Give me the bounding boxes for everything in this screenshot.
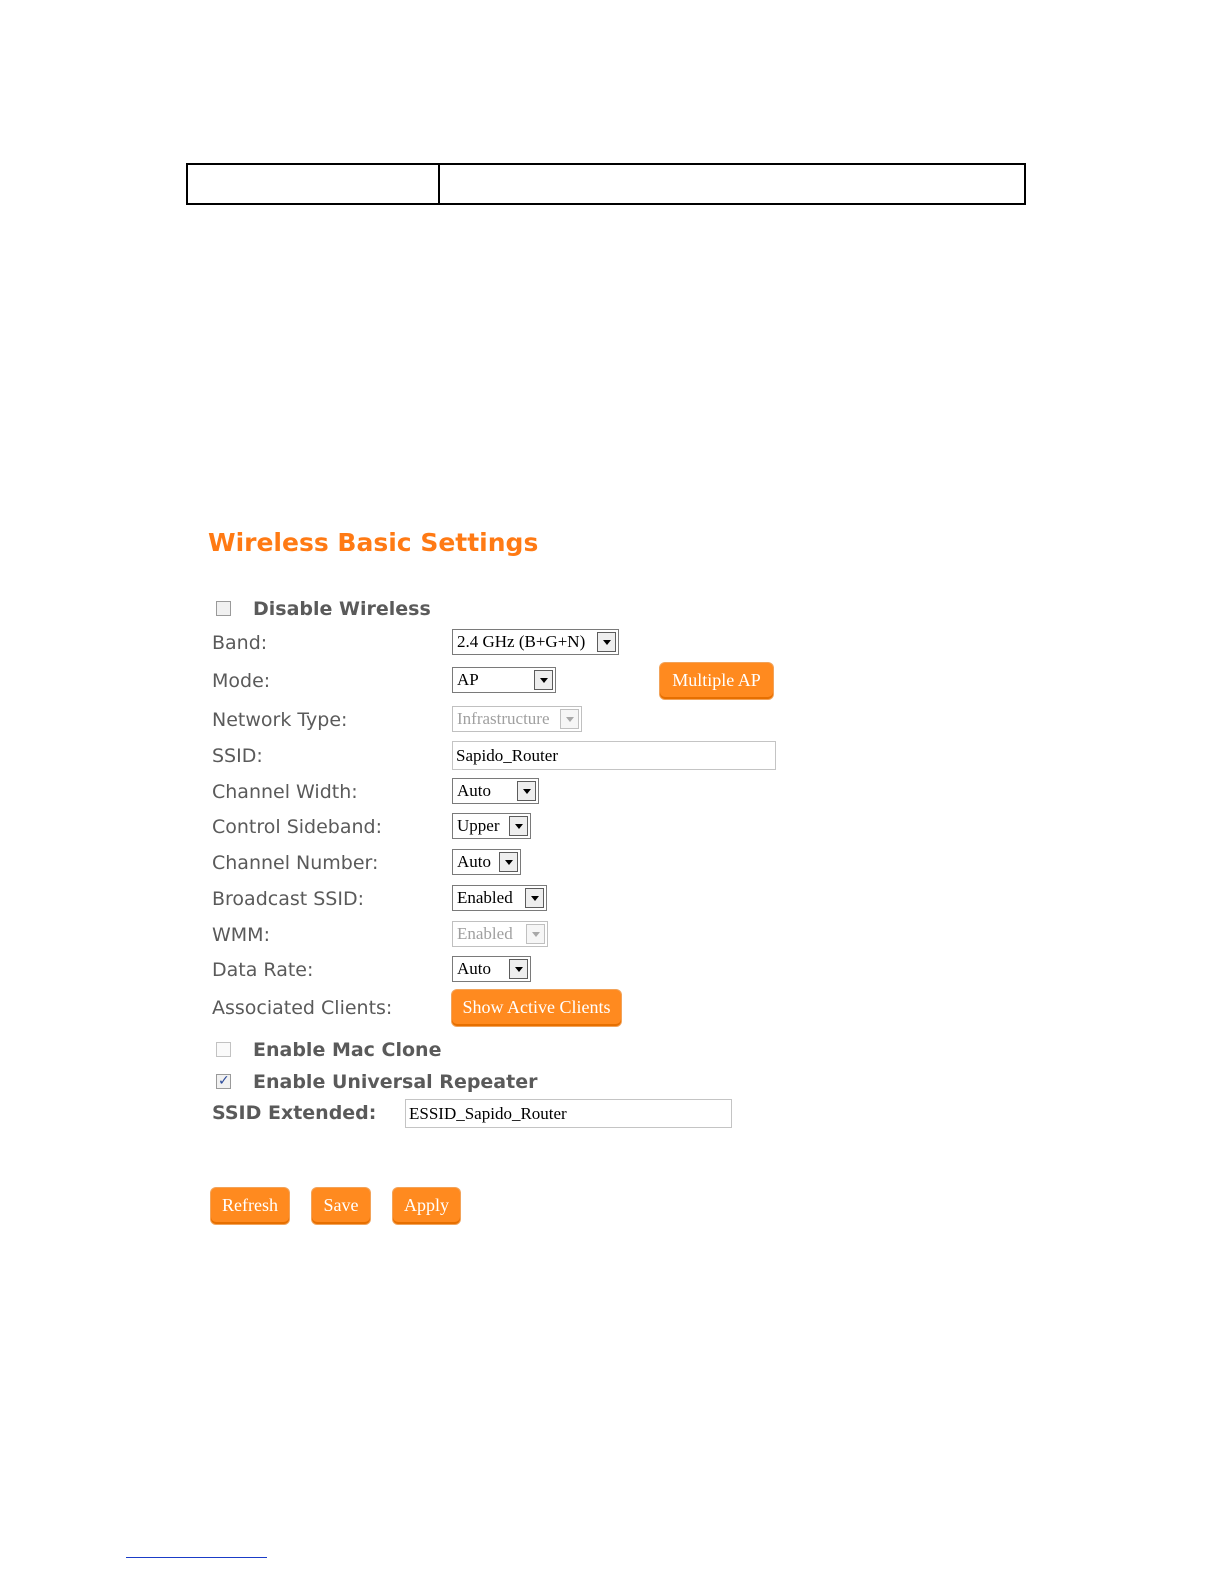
mode-row bbox=[212, 666, 479, 696]
disable-wireless-checkbox[interactable] bbox=[216, 601, 231, 616]
channel-number-value: Auto bbox=[457, 852, 491, 871]
broadcast-ssid-select[interactable] bbox=[452, 885, 547, 911]
band-select[interactable] bbox=[452, 629, 619, 655]
control-sideband-value: Upper bbox=[457, 816, 500, 835]
multiple-ap-button[interactable]: Multiple AP bbox=[660, 663, 773, 699]
channel-width-row bbox=[212, 777, 491, 807]
document-table bbox=[186, 163, 1026, 205]
table-cell bbox=[187, 164, 439, 204]
ssid-input[interactable]: Sapido_Router bbox=[452, 741, 776, 770]
disable-wireless-label: Disable Wireless bbox=[253, 598, 431, 620]
data-rate-select[interactable] bbox=[452, 956, 531, 982]
broadcast-ssid-value: Enabled bbox=[457, 888, 513, 907]
data-rate-label: Data Rate: bbox=[212, 959, 314, 981]
chevron-down-icon[interactable] bbox=[499, 852, 518, 872]
network-type-value: Infrastructure bbox=[457, 709, 550, 728]
band-value: 2.4 GHz (B+G+N) bbox=[457, 632, 586, 651]
show-active-clients-button[interactable]: Show Active Clients bbox=[452, 990, 621, 1026]
chevron-down-icon[interactable] bbox=[509, 959, 528, 979]
checkmark-icon: ✓ bbox=[218, 1073, 230, 1089]
apply-button[interactable]: Apply bbox=[393, 1188, 460, 1224]
wmm-label: WMM: bbox=[212, 924, 270, 946]
universal-repeater-label: Enable Universal Repeater bbox=[253, 1071, 538, 1093]
table-cell bbox=[439, 164, 1025, 204]
universal-repeater-checkbox[interactable] bbox=[216, 1074, 231, 1089]
ssid-extended-input[interactable]: ESSID_Sapido_Router bbox=[405, 1099, 732, 1128]
channel-number-row bbox=[212, 848, 491, 878]
control-sideband-label: Control Sideband: bbox=[212, 816, 383, 838]
chevron-down-icon[interactable] bbox=[517, 781, 536, 801]
band-row bbox=[212, 628, 586, 658]
chevron-down-icon[interactable] bbox=[534, 670, 553, 690]
broadcast-ssid-label: Broadcast SSID: bbox=[212, 888, 364, 910]
data-rate-value: Auto bbox=[457, 959, 491, 978]
chevron-down-icon[interactable] bbox=[509, 816, 528, 836]
mode-value: AP bbox=[457, 670, 479, 689]
broadcast-ssid-row bbox=[212, 884, 513, 914]
chevron-down-icon bbox=[560, 709, 579, 729]
wmm-row bbox=[212, 920, 513, 950]
wmm-value: Enabled bbox=[457, 924, 513, 943]
channel-width-select[interactable] bbox=[452, 778, 539, 804]
network-type-row bbox=[212, 705, 550, 735]
ssid-label: SSID: bbox=[212, 745, 263, 767]
mode-select[interactable] bbox=[452, 667, 556, 693]
chevron-down-icon[interactable] bbox=[597, 632, 616, 652]
wmm-select bbox=[452, 921, 548, 947]
associated-clients-label: Associated Clients: bbox=[212, 997, 393, 1019]
page-title: Wireless Basic Settings bbox=[208, 528, 539, 557]
control-sideband-row bbox=[212, 812, 500, 842]
mac-clone-checkbox[interactable] bbox=[216, 1042, 231, 1057]
channel-width-value: Auto bbox=[457, 781, 491, 800]
mac-clone-label: Enable Mac Clone bbox=[253, 1039, 442, 1061]
ssid-extended-label: SSID Extended: bbox=[212, 1102, 377, 1124]
channel-width-label: Channel Width: bbox=[212, 781, 358, 803]
refresh-button[interactable]: Refresh bbox=[211, 1188, 289, 1224]
chevron-down-icon[interactable] bbox=[525, 888, 544, 908]
chevron-down-icon bbox=[526, 924, 545, 944]
data-rate-row bbox=[212, 955, 491, 985]
footnote-separator bbox=[126, 1557, 267, 1558]
save-button[interactable]: Save bbox=[312, 1188, 370, 1224]
channel-number-label: Channel Number: bbox=[212, 852, 379, 874]
band-label: Band: bbox=[212, 632, 268, 654]
network-type-label: Network Type: bbox=[212, 709, 348, 731]
network-type-select bbox=[452, 706, 582, 732]
mode-label: Mode: bbox=[212, 670, 271, 692]
control-sideband-select[interactable] bbox=[452, 813, 531, 839]
table-row bbox=[187, 164, 1025, 204]
channel-number-select[interactable] bbox=[452, 849, 521, 875]
